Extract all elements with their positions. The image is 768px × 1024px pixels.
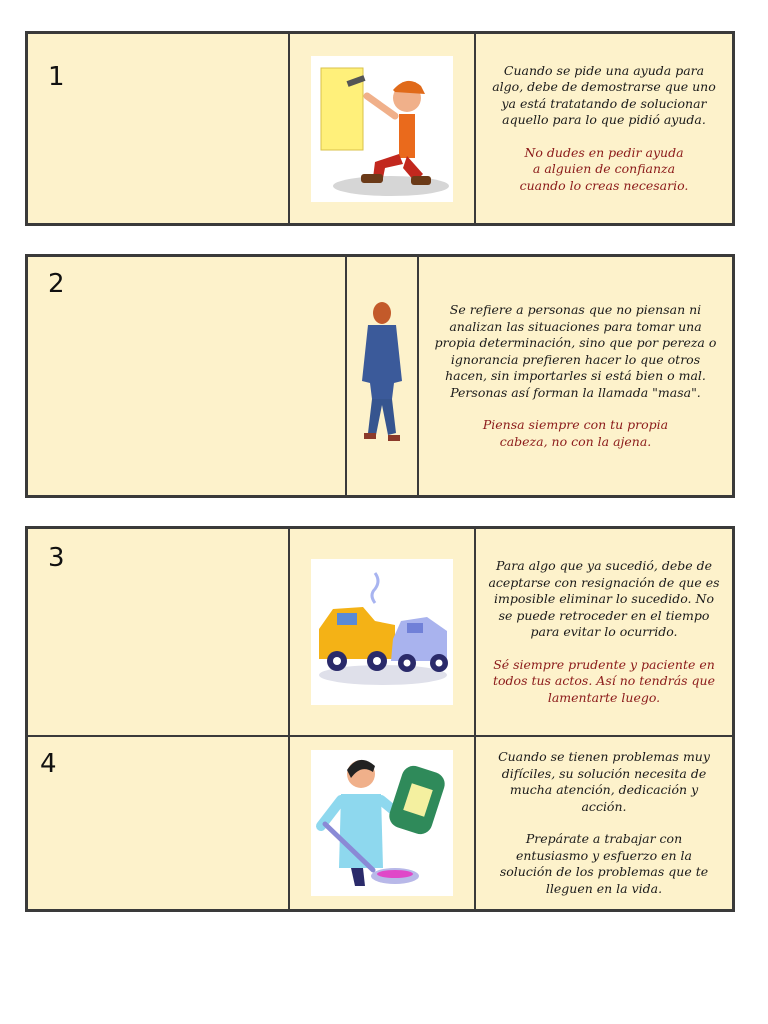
image-cell	[346, 256, 418, 496]
text-cell	[475, 33, 733, 224]
number-cell	[27, 528, 289, 736]
worker-hammering-image	[311, 56, 453, 202]
card-number: 4	[40, 749, 57, 779]
car-crash-image	[311, 559, 453, 705]
image-cell	[289, 528, 475, 736]
text-cell	[475, 528, 733, 736]
text-cell	[418, 256, 733, 496]
text-cell	[475, 736, 733, 910]
card-1	[25, 31, 735, 226]
card-advice: No dudes en pedir ayuda a alguien de confianza cuando lo creas necesario.	[519, 144, 689, 193]
number-cell	[27, 33, 289, 224]
card-number: 3	[48, 543, 65, 573]
image-cell	[289, 736, 475, 910]
cards-3-4-table	[25, 526, 735, 912]
man-walking-away-image	[354, 301, 410, 451]
card-advice: Piensa siempre con tu propia cabeza, no con la ajena.	[482, 417, 669, 449]
card-description: Se refiere a personas que no piensan ni analizan las situaciones para tomar una propia determinación, sino que por pereza o ignorancia prefieren hacer lo que otros hacen, sin importarles si está bien o mal. Personas así forman la llamada "masa".	[434, 302, 717, 400]
card-2	[25, 254, 735, 498]
card-3	[27, 528, 733, 736]
card-description: Cuando se pide una ayuda para algo, debe de demostrarse que uno ya está tratatando de solucionar aquello para lo que pidió ayuda.	[492, 62, 716, 128]
card-advice: Prepárate a trabajar con entusiasmo y esfuerzo en la solución de los problemas que te lleguen en la vida.	[499, 831, 709, 896]
card-number: 2	[48, 269, 65, 299]
card-number: 1	[48, 62, 65, 92]
person-with-spoon-image	[311, 750, 453, 896]
card-description: Para algo que ya sucedió, debe de aceptarse con resignación de que es imposible eliminar lo sucedido. No se puede retroceder en el tiempo para evitar lo ocurrido.	[488, 558, 720, 639]
number-cell	[27, 736, 289, 910]
number-cell	[27, 256, 346, 496]
card-description: Cuando se tienen problemas muy difíciles, su solución necesita de mucha atención, dedicación y acción.	[498, 749, 710, 814]
card-4	[27, 736, 733, 910]
card-advice: Sé siempre prudente y paciente en todos tus actos. Así no tendrás que lamentarte luego.	[493, 656, 715, 705]
image-cell	[289, 33, 475, 224]
